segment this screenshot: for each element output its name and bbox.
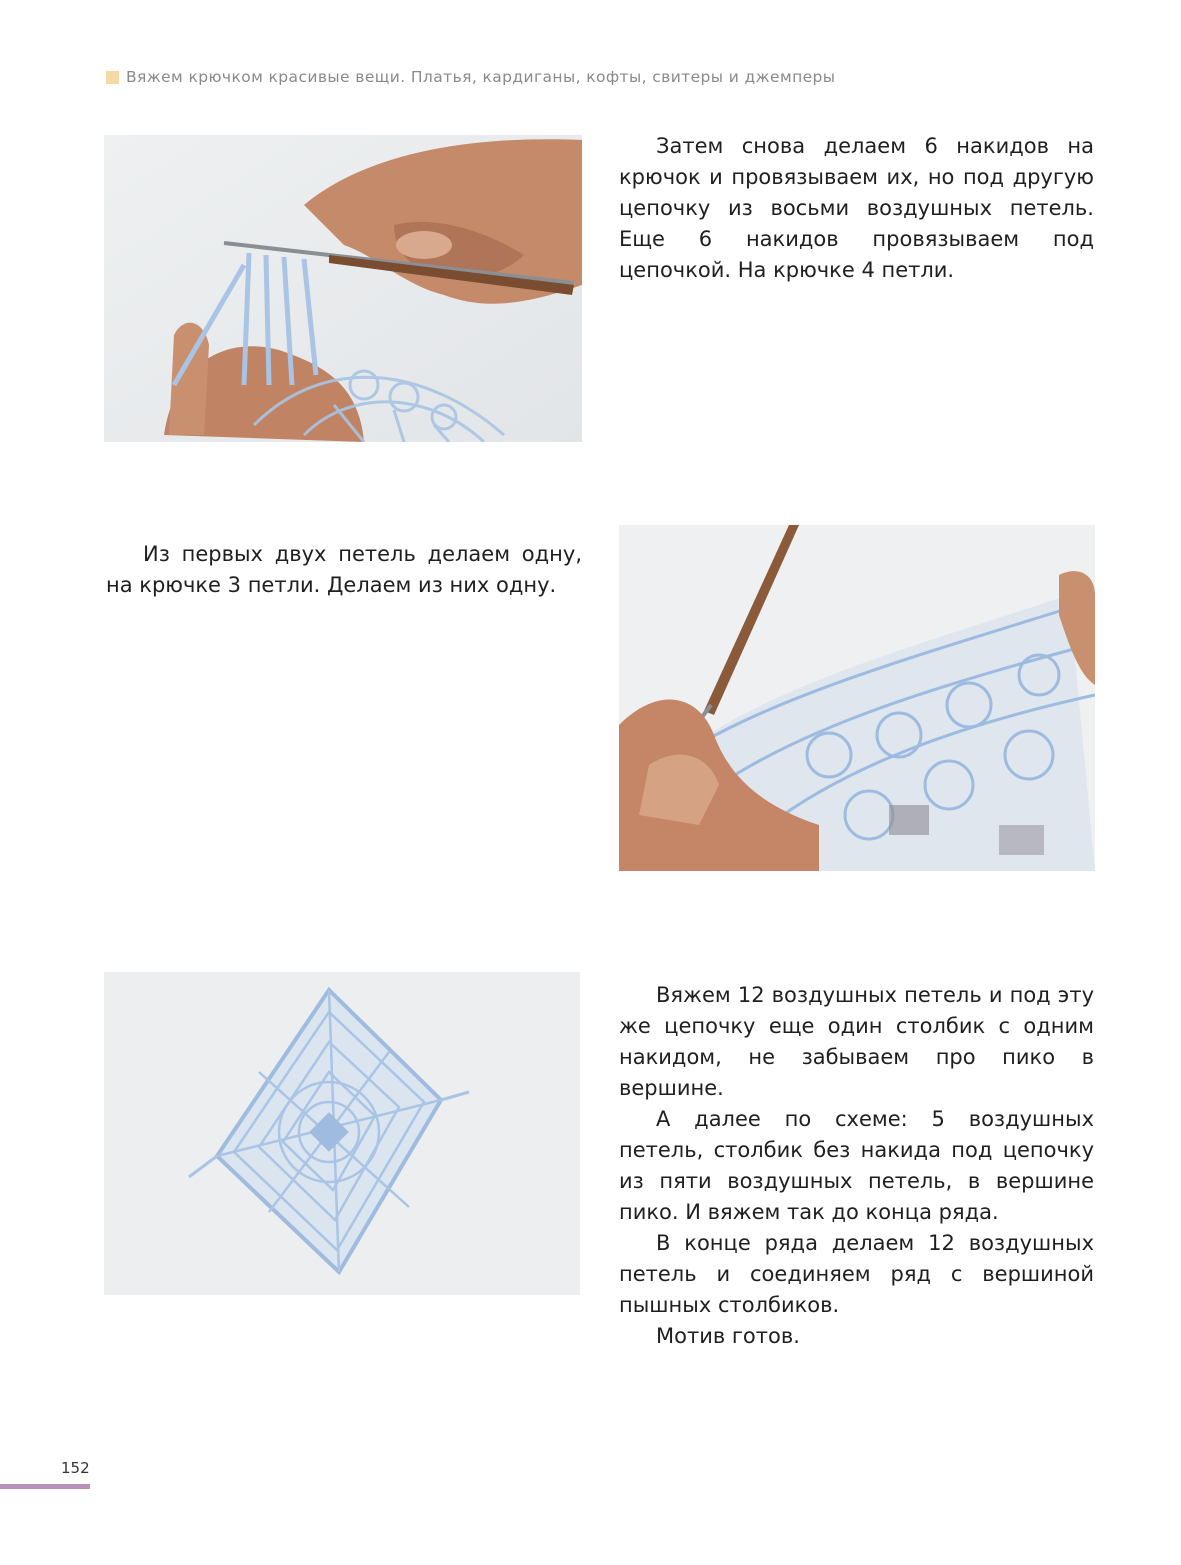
paragraph: Затем снова делаем 6 накидов на крючок и провязываем их, но под другую цепочку из восьми воздушных петель. Еще 6 накидов провязываем под цепочкой. На крючке 4 петли. (619, 134, 1094, 282)
paragraph: В конце ряда делаем 12 воздушных петель и соединяем ряд с вершиной пышных столбиков. (619, 1231, 1094, 1317)
book-title: Вяжем крючком красивые вещи. Платья, кардиганы, кофты, свитеры и джемперы (126, 68, 836, 86)
instruction-paragraph-3 (619, 980, 1094, 1352)
page-number: 152 (61, 1459, 90, 1477)
paragraph: А далее по схеме: 5 воздушных петель, столбик без накида под цепочку из пяти воздушных петель, в вершине пико. И вяжем так до конца ряда. (619, 1107, 1094, 1224)
paragraph: Вяжем 12 воздушных петель и под эту же цепочку еще один столбик с одним накидом, не забываем про пико в вершине. (619, 983, 1094, 1100)
instruction-paragraph-2 (106, 539, 582, 601)
page-number-bar (0, 1484, 90, 1489)
paragraph: Мотив готов. (656, 1324, 800, 1348)
instruction-paragraph-1 (619, 131, 1094, 286)
photo-hook-through-lace (619, 525, 1095, 871)
photo-finished-lace-motif (104, 972, 580, 1295)
running-header (106, 68, 835, 86)
photo-hands-crochet-hook (104, 135, 582, 442)
paragraph: Из первых двух петель делаем одну, на крючке 3 петли. Делаем из них одну. (106, 542, 582, 597)
header-marker-square (106, 71, 119, 84)
